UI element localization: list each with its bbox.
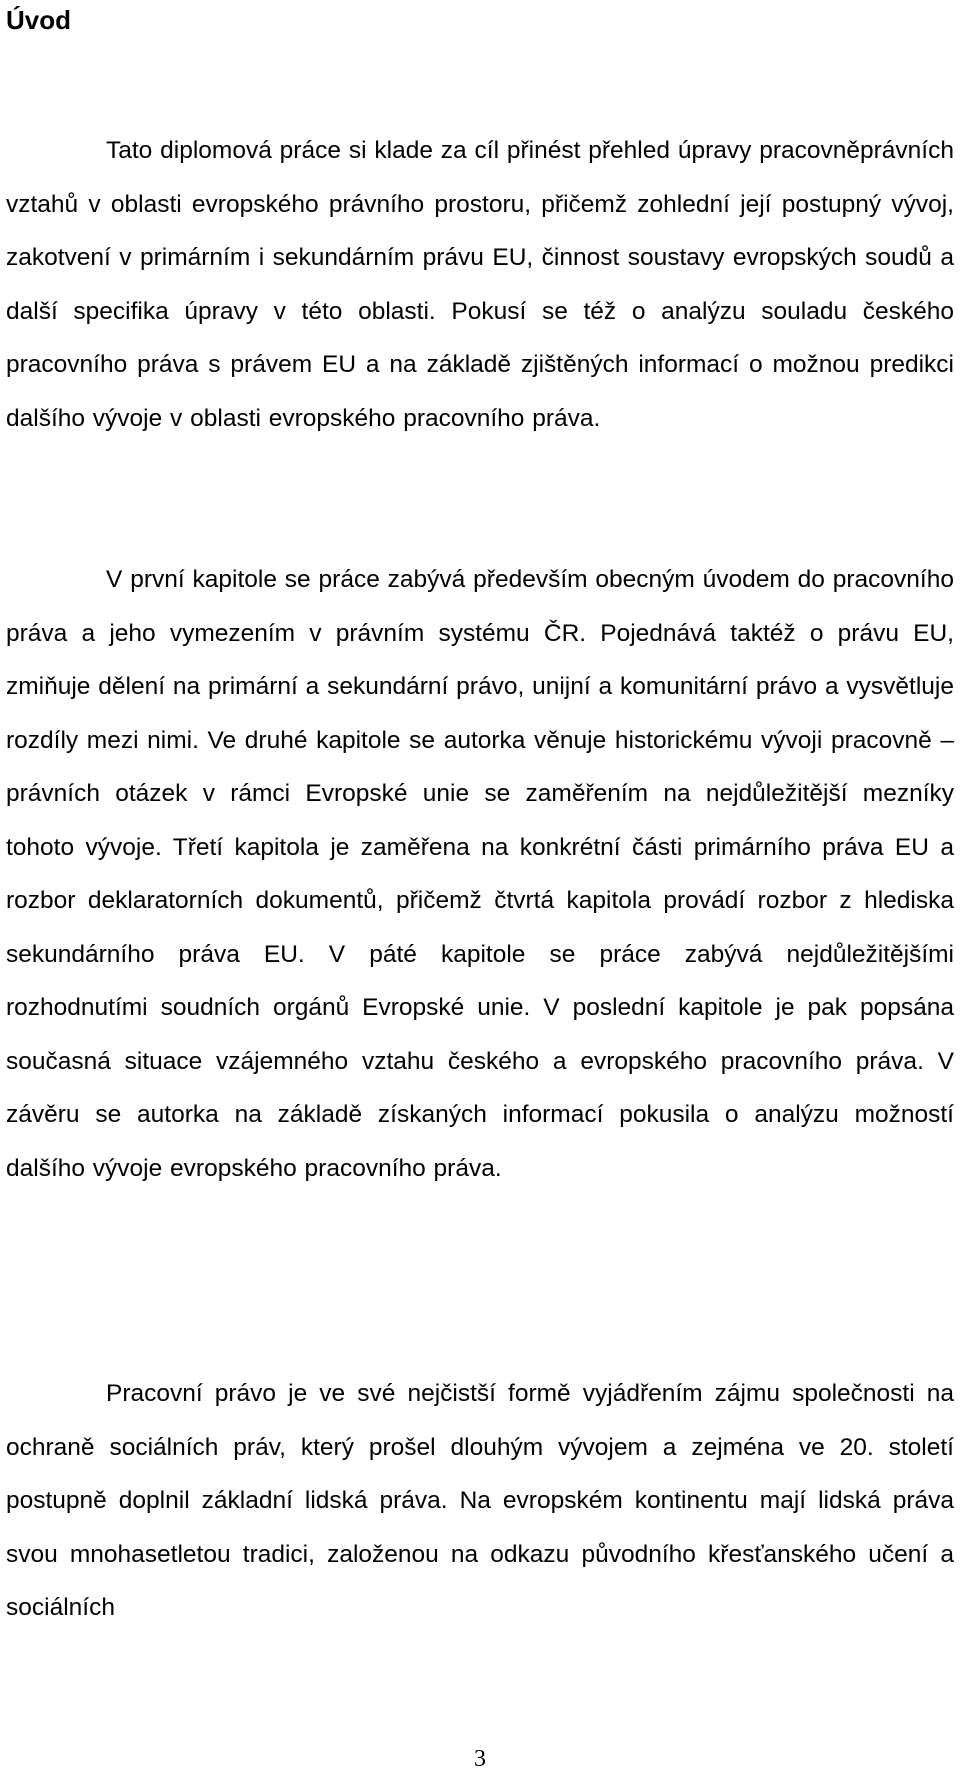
paragraph-labour-law: Pracovní právo je ve své nejčistší formě vyjádřením zájmu společnosti na ochraně sociálních práv, který prošel dlouhým vývojem a zejména ve 20. století postupně doplnil základní lidská práva. Na evropském kontinentu mají lidská práva svou mnohasetletou tradici, založenou na odkazu původního křesťanského učení a sociálních <box>6 1380 954 1621</box>
section-heading: Úvod <box>6 5 71 35</box>
paragraph-chapters-overview: V první kapitole se práce zabývá především obecným úvodem do pracovního práva a jeho vymezením v právním systému ČR. Pojednává taktéž o právu EU, zmiňuje dělení na primární a sekundární právo, unijní a komunitární právo a vysvětluje rozdíly mezi nimi. Ve druhé kapitole se autorka věnuje historickému vývoji pracovně – právních otázek v rámci Evropské unie se zaměřením na nejdůležitější mezníky tohoto vývoje. Třetí kapitola je zaměřena na konkrétní části primárního práva EU a rozbor deklaratorních dokumentů, přičemž čtvrtá kapitola provádí rozbor z hlediska sekundárního práva EU. V páté kapitole se práce zabývá nejdůležitějšími rozhodnutími soudních orgánů Evropské unie. V poslední kapitole je pak popsána současná situace vzájemného vztahu českého a evropského pracovního práva. V závěru se autorka na základě získaných informací pokusila o analýzu možností dalšího vývoje evropského pracovního práva. <box>6 566 954 1182</box>
page-number: 3 <box>474 1746 486 1772</box>
paragraph-intro: Tato diplomová práce si klade za cíl přinést přehled úpravy pracovněprávních vztahů v oblasti evropského právního prostoru, přičemž zohlední její postupný vývoj, zakotvení v primárním i sekundárním právu EU, činnost soustavy evropských soudů a další specifika úpravy v této oblasti. Pokusí se též o analýzu souladu českého pracovního práva s právem EU a na základě zjištěných informací o možnou predikci dalšího vývoje v oblasti evropského pracovního práva. <box>6 137 954 432</box>
